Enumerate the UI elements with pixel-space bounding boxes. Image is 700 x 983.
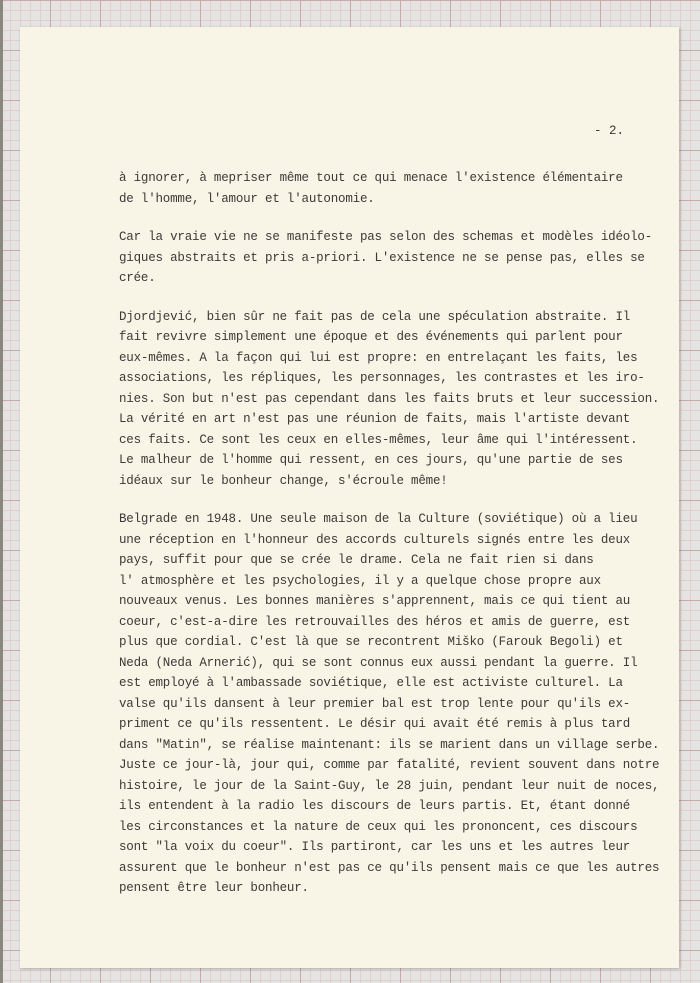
paragraph [119, 168, 663, 209]
text-line: pays, suffit pour que se crée le drame. Cela ne fait rien si dans [119, 553, 594, 567]
text-line: Car la vraie vie ne se manifeste pas selon des schemas et modèles idéolo- [119, 230, 652, 244]
text-line: La vérité en art n'est pas une réunion de faits, mais l'artiste devant [119, 412, 631, 426]
text-line: Belgrade en 1948. Une seule maison de la Culture (soviétique) où a lieu [119, 512, 638, 526]
text-line: une réception en l'honneur des accords culturels signés entre les deux [119, 532, 631, 547]
text-line: Juste ce jour-là, jour qui, comme par fatalité, revient souvent dans notre [119, 758, 660, 772]
binding-edge [0, 0, 3, 983]
text-line: à ignorer, à mepriser même tout ce qui menace l'existence élémentaire [119, 171, 623, 185]
text-line: idéaux sur le bonheur change, s'écroule même! [119, 473, 448, 488]
text-line: assurent que le bonheur n'est pas ce qu'ils pensent mais ce que les autres [119, 860, 660, 875]
text-line: Neda (Neda Arnerić), qui se sont connus eux aussi pendant la guerre. Il [119, 655, 638, 670]
text-line: histoire, le jour de la Saint-Guy, le 28 juin, pendant leur nuit de noces, [119, 778, 660, 793]
text-line: sont "la voix du coeur". Ils partiront, car les uns et les autres leur [119, 840, 631, 854]
text-line: nies. Son but n'est pas cependant dans les faits bruts et leur succession. [119, 391, 660, 406]
text-line: l' atmosphère et les psychologies, il y a quelque chose propre aux [119, 573, 601, 588]
text-line: est employé à l'ambassade soviétique, elle est activiste culturel. La [119, 676, 623, 690]
paragraph [119, 227, 663, 289]
text-line: nouveaux venus. Les bonnes manières s'apprennent, mais ce qui tient au [119, 594, 631, 608]
text-line: priment ce qu'ils ressentent. Le désir qui avait été remis à plus tard [119, 717, 631, 731]
text-line: ces faits. Ce sont les ceux en elles-mêmes, leur âme qui l'intéressent. [119, 432, 638, 447]
paragraph [119, 307, 663, 492]
text-line: Le malheur de l'homme qui ressent, en ces jours, qu'une partie de ses [119, 453, 623, 467]
text-line: fait revivre simplement une époque et des événements qui parlent pour [119, 330, 623, 344]
text-line: dans "Matin", se réalise maintenant: ils se marient dans un village serbe. [119, 737, 660, 752]
text-line: les circonstances et la nature de ceux qui les prononcent, ces discours [119, 819, 638, 834]
text-line: pensent être leur bonheur. [119, 881, 309, 895]
paragraph [119, 509, 663, 899]
text-line: crée. [119, 271, 156, 285]
text-line: ils entendent à la radio les discours de leurs partis. Et, étant donné [119, 799, 631, 813]
text-line: eux-mêmes. A la façon qui lui est propre: en entrelaçant les faits, les [119, 350, 638, 365]
text-line: Djordjević, bien sûr ne fait pas de cela une spéculation abstraite. Il [119, 309, 631, 324]
text-line: valse qu'ils dansent à leur premier bal est trop lente pour qu'ils ex- [119, 696, 631, 711]
text-line: associations, les répliques, les personnages, les contrastes et les iro- [119, 371, 645, 385]
text-line: plus que cordial. C'est là que se recontrent Miško (Farouk Begoli) et [119, 635, 623, 649]
text-line: giques abstraits et pris a-priori. L'existence ne se pense pas, elles se [119, 250, 645, 265]
page-number: - 2. [594, 124, 625, 138]
text-line: de l'homme, l'amour et l'autonomie. [119, 191, 375, 206]
typed-text-body [119, 168, 663, 917]
text-line: coeur, c'est-a-dire les retrouvailles des héros et amis de guerre, est [119, 614, 631, 629]
